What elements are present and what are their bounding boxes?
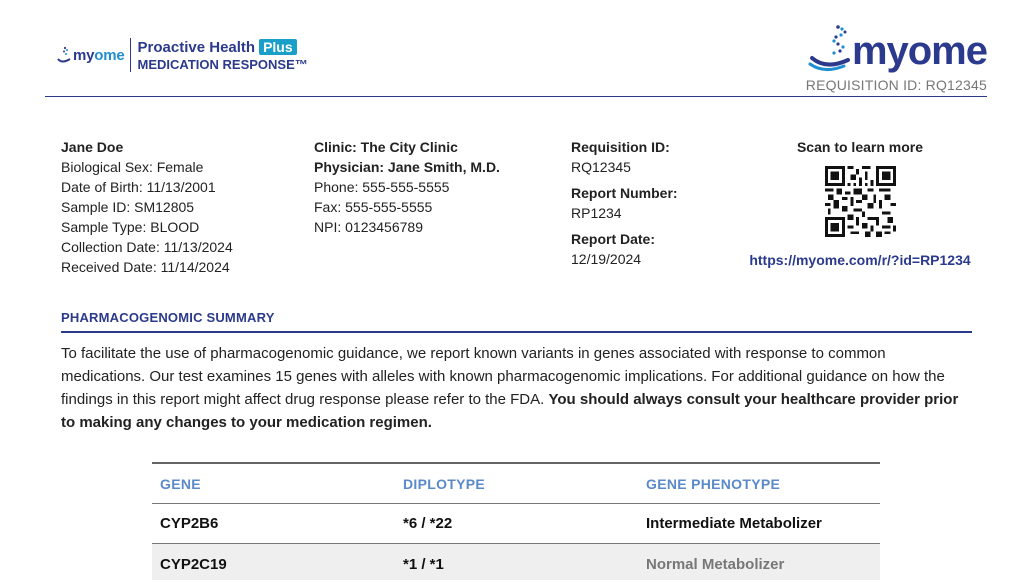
summary-warning: You should always consult your healthcare provider prior to making any changes to your medication regimen.	[61, 391, 959, 431]
report-date-label: Report Date:	[571, 231, 656, 247]
header-divider	[130, 38, 131, 72]
clinic-npi: NPI: 0123456789	[314, 219, 423, 235]
scan-section	[748, 137, 972, 270]
myome-mark-icon	[56, 45, 72, 65]
clinic-info	[314, 137, 500, 237]
requisition-banner: REQUISITION ID: RQ12345	[805, 77, 987, 93]
table-header-row	[152, 464, 880, 504]
report-number-label: Report Number:	[571, 185, 678, 201]
product-header	[56, 38, 308, 72]
product-title: Proactive Health	[137, 38, 256, 56]
gene-cell: CYP2C19	[160, 555, 227, 573]
sample-type: Sample Type: BLOOD	[61, 219, 200, 235]
report-date-value: 12/19/2024	[571, 251, 642, 267]
product-name	[138, 39, 308, 71]
brand-header	[806, 22, 987, 93]
collection-date: Collection Date: 11/13/2024	[61, 239, 233, 255]
table-row	[152, 544, 880, 580]
sample-id: Sample ID: SM12805	[61, 199, 195, 215]
scan-label: Scan to learn more	[796, 139, 924, 155]
patient-info	[61, 137, 233, 277]
clinic-name: Clinic: The City Clinic	[314, 139, 458, 155]
header-diplotype: DIPLOTYPE	[403, 475, 486, 492]
report-number-value: RP1234	[571, 205, 622, 221]
qr-code-icon[interactable]	[825, 166, 896, 237]
diplotype-cell: *6 / *22	[403, 515, 453, 532]
gene-cell: CYP2B6	[160, 515, 219, 532]
myome-helix-icon	[808, 22, 852, 72]
patient-name: Jane Doe	[61, 139, 124, 155]
myome-logo	[808, 22, 987, 72]
myome-wordmark: myome	[851, 29, 987, 73]
requisition-value: RQ12345	[571, 159, 631, 175]
phenotype-cell: Normal Metabolizer	[646, 555, 785, 573]
table-row	[152, 504, 880, 544]
clinic-phone: Phone: 555-555-5555	[314, 179, 450, 195]
results-table	[152, 462, 880, 580]
received-date: Received Date: 11/14/2024	[61, 259, 230, 275]
clinic-fax: Fax: 555-555-5555	[314, 199, 433, 215]
product-subtitle: MEDICATION RESPONSE™	[137, 57, 308, 72]
physician-name: Physician: Jane Smith, M.D.	[314, 159, 500, 175]
header-gene: GENE	[160, 475, 201, 492]
summary-rule	[61, 331, 972, 333]
plus-badge: Plus	[259, 39, 297, 55]
summary-title: PHARMACOGENOMIC SUMMARY	[61, 310, 275, 325]
myome-small-logo	[56, 45, 125, 65]
patient-sex: Biological Sex: Female	[61, 159, 204, 175]
diplotype-cell: *1 / *1	[403, 555, 444, 573]
header-rule	[45, 96, 987, 97]
requisition-label: Requisition ID:	[571, 139, 670, 155]
phenotype-cell: Intermediate Metabolizer	[646, 515, 822, 532]
report-info	[571, 137, 678, 269]
small-logo-text: myome	[73, 46, 125, 64]
summary-paragraph	[61, 342, 961, 434]
header-phenotype: GENE PHENOTYPE	[646, 475, 781, 492]
report-url-link[interactable]: https://myome.com/r/?id=RP1234	[749, 252, 971, 268]
summary-text: To facilitate the use of pharmacogenomic guidance, we report known variants in genes associated with response to common medications. Our test examines 15 genes with alleles with known pharmacogenomic implications. For additional guidance on how the findings in this report might affect drug response please refer to the FDA.	[61, 345, 945, 408]
patient-dob: Date of Birth: 11/13/2001	[61, 179, 216, 195]
